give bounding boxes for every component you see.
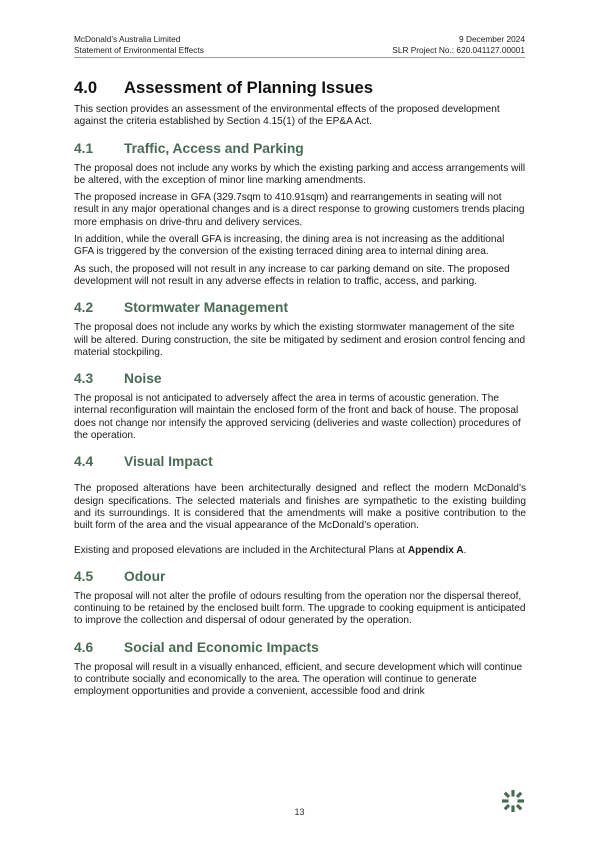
paragraph: As such, the proposed will not result in any increase to car parking demand on site. The proposed development will not result in any adverse effects in relation to traffic, access, and parking. bbox=[74, 263, 510, 287]
subsection-title: Visual Impact bbox=[124, 454, 213, 470]
paragraph-appendix-reference bbox=[74, 545, 526, 557]
subsection-number: 4.3 bbox=[74, 371, 94, 387]
page-number: 13 bbox=[294, 807, 305, 817]
paragraph-text: . bbox=[463, 544, 467, 556]
section-title: Assessment of Planning Issues bbox=[124, 78, 373, 97]
subsection-title: Odour bbox=[124, 568, 166, 584]
subsection-number: 4.2 bbox=[74, 300, 94, 316]
subsection-title: Stormwater Management bbox=[124, 300, 289, 316]
section-intro: This section provides an assessment of the environmental effects of the proposed development against the criteria established by Section 4.15(1) of the EP&A Act. bbox=[74, 104, 500, 128]
paragraph: The proposal does not include any works by which the existing parking and access arrangements will be altered, with the exception of minor line marking amendments. bbox=[74, 162, 526, 186]
header-left bbox=[74, 34, 204, 55]
slr-logo-icon bbox=[500, 788, 526, 814]
subsection-number: 4.1 bbox=[74, 140, 94, 156]
header-document: Statement of Environmental Effects bbox=[74, 44, 204, 55]
paragraph: In addition, while the overall GFA is increasing, the dining area is not increasing as the additional GFA is triggered by the conversion of the existing terraced dining area to internal dining area. bbox=[74, 234, 505, 258]
paragraph: The proposal does not include any works by which the existing stormwater management of the site will be altered. During construction, the site be mitigated by sediment and erosion control fencing and material stockpiling. bbox=[74, 322, 526, 358]
subsection-title: Traffic, Access and Parking bbox=[124, 140, 304, 156]
paragraph: The proposal will not alter the profile of odours resulting from the operation nor the dispersal thereof, continuing to be retained by the enclosed built form. The upgrade to cooking equipment is anticipated to improve the collection and dispersal of odour generated by the operation. bbox=[74, 590, 526, 627]
section-heading bbox=[74, 78, 526, 98]
subsection-heading-4-3 bbox=[74, 370, 526, 387]
subsection-number: 4.5 bbox=[74, 568, 94, 584]
paragraph: The proposed alterations have been architecturally designed and reflect the modern McDonald’s design specifications. The selected materials and finishes are sympathetic to the existing building and its surroundings. It is considered that the amendments will make a positive contribution to the built form of the area and the visual appearance of the McDonald’s operation. bbox=[74, 483, 526, 532]
subsection-heading-4-4 bbox=[74, 453, 526, 470]
paragraph: The proposal is not anticipated to adversely affect the area in terms of acoustic generation. The internal reconfiguration will maintain the enclosed form of the front and back of house. The proposal does not change nor intensify the approved servicing (deliveries and waste collection) procedures of the operation. bbox=[74, 393, 521, 442]
subsection-number: 4.6 bbox=[74, 639, 94, 655]
subsection-title: Social and Economic Impacts bbox=[124, 639, 319, 655]
header-company: McDonald’s Australia Limited bbox=[74, 34, 181, 44]
appendix-reference: Appendix A bbox=[407, 544, 464, 556]
header-date: 9 December 2024 bbox=[459, 34, 525, 44]
subsection-heading-4-5 bbox=[74, 568, 526, 585]
subsection-title: Noise bbox=[124, 371, 162, 387]
subsection-heading-4-6 bbox=[74, 639, 526, 656]
section-number: 4.0 bbox=[74, 78, 98, 97]
subsection-heading-4-2 bbox=[74, 299, 526, 316]
subsection-number: 4.4 bbox=[74, 454, 94, 470]
page-content bbox=[74, 78, 526, 704]
paragraph: The proposal will result in a visually enhanced, efficient, and secure development which will continue to contribute socially and economically to the area. The operation will continue to generate employment opportunities and provide a convenient, accessible food and drink bbox=[74, 661, 523, 698]
header-divider bbox=[74, 57, 525, 58]
header-project: SLR Project No.: 620.041127.00001 bbox=[392, 44, 525, 55]
paragraph: The proposed increase in GFA (329.7sqm to 410.91sqm) and rearrangements in seating will not result in any major operational changes and is a direct response to growing customers trends placing more emphasis on drive-thru and delivery services. bbox=[74, 192, 525, 228]
paragraph-text: Existing and proposed elevations are included in the Architectural Plans at bbox=[74, 544, 408, 556]
subsection-heading-4-1 bbox=[74, 140, 526, 157]
header-right bbox=[392, 34, 525, 55]
